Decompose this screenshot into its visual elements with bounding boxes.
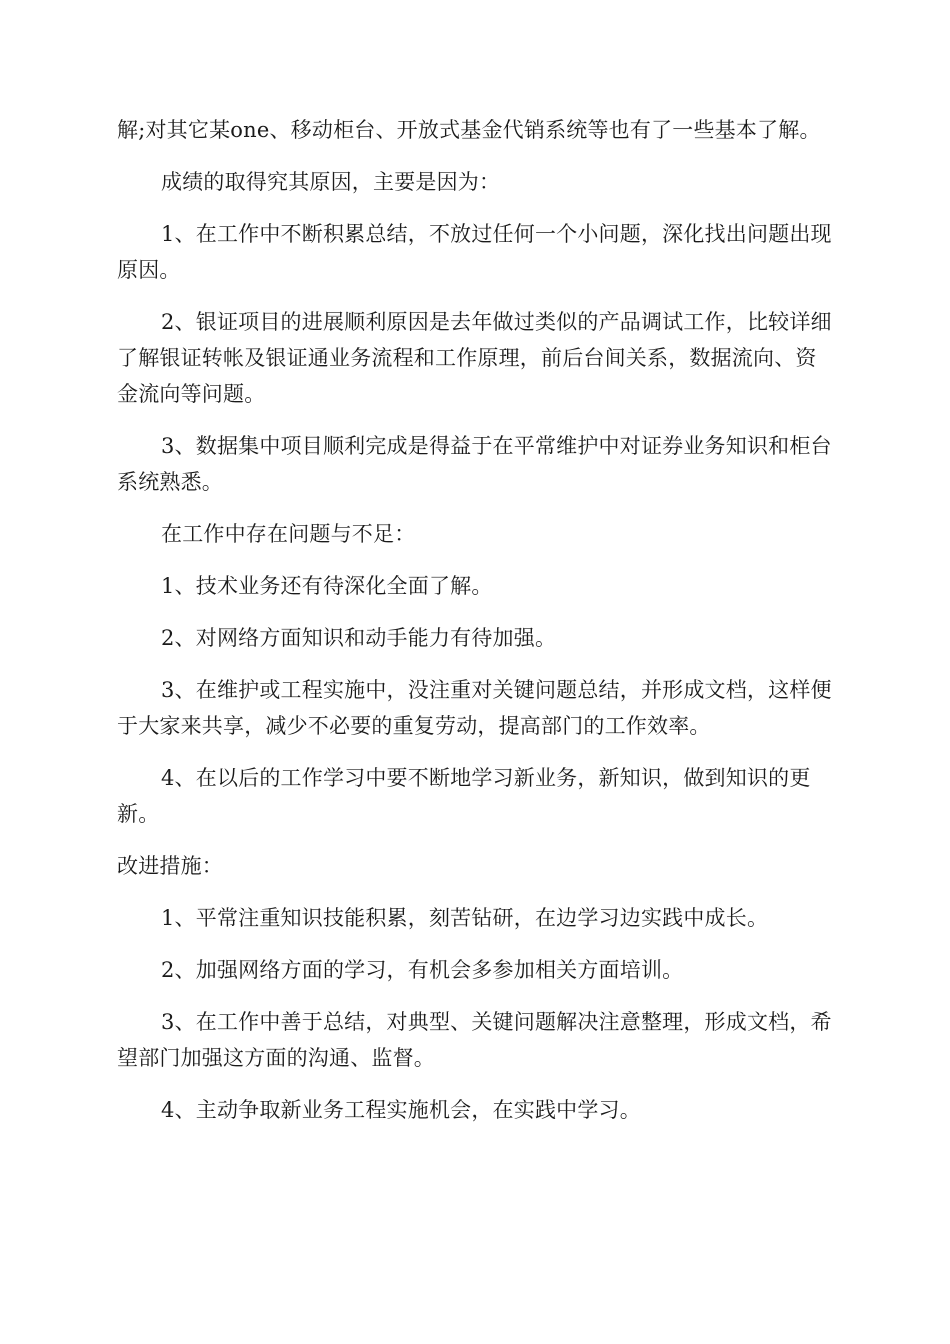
- paragraph-achievement-reasons-heading: 成绩的取得究其原因，主要是因为：: [161, 170, 501, 194]
- paragraph-reason-1: 1、在工作中不断积累总结，不放过任何一个小问题，深化找出问题出现原因。: [117, 222, 832, 282]
- paragraph-problem-4: 4、在以后的工作学习中要不断地学习新业务，新知识，做到知识的更新。: [117, 766, 811, 826]
- paragraph-improvements-heading: 改进措施：: [117, 854, 223, 878]
- paragraph-improvement-3: 3、在工作中善于总结，对典型、关键问题解决注意整理，形成文档，希望部门加强这方面的沟通、监督。: [117, 1010, 832, 1070]
- paragraph-reason-2: 2、银证项目的进展顺利原因是去年做过类似的产品调试工作，比较详细了解银证转帐及银证通业务流程和工作原理，前后台间关系，数据流向、资金流向等问题。: [117, 310, 832, 406]
- paragraph-improvement-4: 4、主动争取新业务工程实施机会，在实践中学习。: [161, 1098, 641, 1122]
- paragraph-improvement-1: 1、平常注重知识技能积累，刻苦钻研，在边学习边实践中成长。: [161, 906, 769, 930]
- paragraph-problems-heading: 在工作中存在问题与不足：: [161, 522, 416, 546]
- paragraph-reason-3: 3、数据集中项目顺利完成是得益于在平常维护中对证券业务知识和柜台系统熟悉。: [117, 434, 832, 494]
- paragraph-problem-2: 2、对网络方面知识和动手能力有待加强。: [161, 626, 557, 650]
- paragraph-improvement-2: 2、加强网络方面的学习，有机会多参加相关方面培训。: [161, 958, 684, 982]
- paragraph-problem-3: 3、在维护或工程实施中，没注重对关键问题总结，并形成文档，这样便于大家来共享，减少不必要的重复劳动，提高部门的工作效率。: [117, 678, 832, 738]
- document-body: [117, 112, 833, 1144]
- paragraph-continuation: 解;对其它某one、移动柜台、开放式基金代销系统等也有了一些基本了解。: [117, 118, 821, 142]
- paragraph-problem-1: 1、技术业务还有待深化全面了解。: [161, 574, 493, 598]
